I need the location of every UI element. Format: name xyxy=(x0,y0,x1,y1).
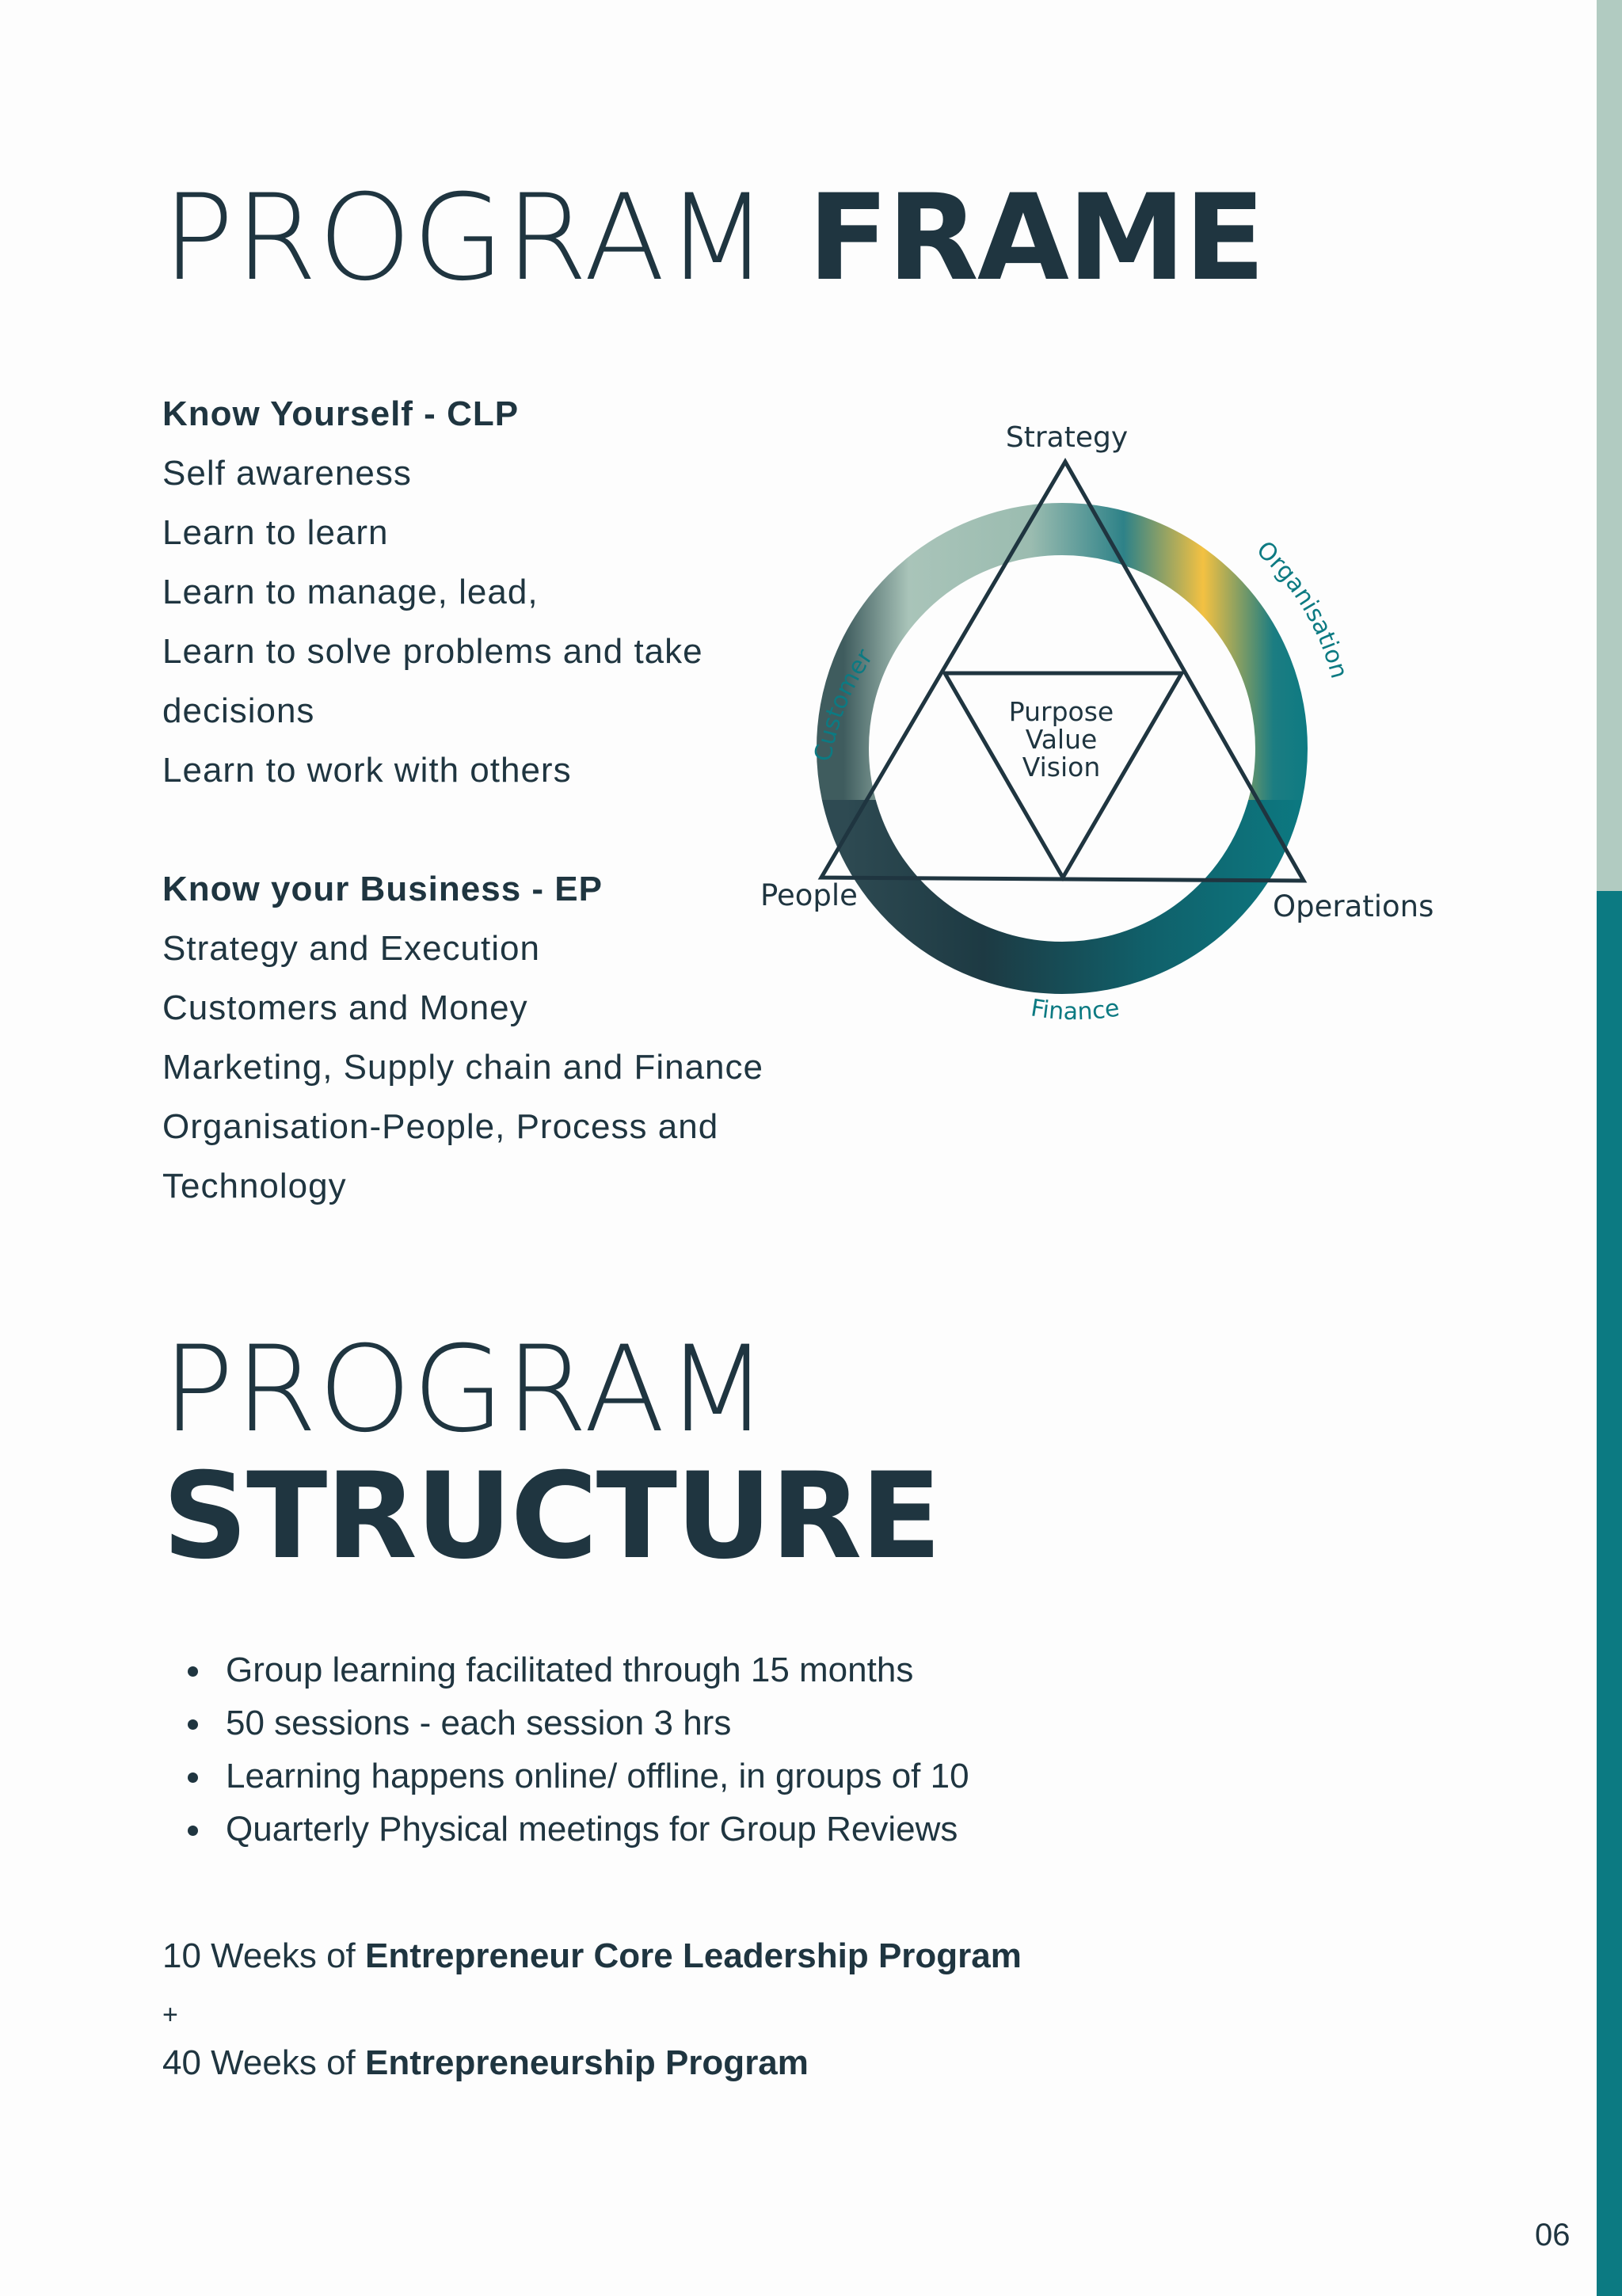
list-item: Learn to work with others xyxy=(162,751,572,790)
title-bold-part: FRAME xyxy=(807,169,1264,307)
finance-label xyxy=(1029,994,1121,1026)
program-frame-title xyxy=(162,169,1264,307)
list-item: Learn to learn xyxy=(162,513,389,552)
bullet-item: Learning happens online/ offline, in groups of 10 xyxy=(182,1750,969,1803)
list-item: Technology xyxy=(162,1167,347,1205)
list-item: Self awareness xyxy=(162,454,412,493)
list-item: Marketing, Supply chain and Finance xyxy=(162,1048,763,1087)
side-accent-bar-bottom xyxy=(1597,891,1622,2296)
list-item: decisions xyxy=(162,691,315,730)
plus-sign: + xyxy=(162,2000,178,2030)
weeks-prefix: 40 Weeks of xyxy=(162,2043,365,2082)
program-name: Entrepreneur Core Leadership Program xyxy=(365,1936,1022,1975)
know-your-business-section xyxy=(162,859,763,1216)
organisation-label-path: Organisation xyxy=(1251,535,1354,682)
list-item: Learn to solve problems and take xyxy=(162,632,703,671)
list-item: Learn to manage, lead, xyxy=(162,573,539,611)
people-label: People xyxy=(760,878,858,912)
know-yourself-section xyxy=(162,384,703,800)
core-leadership-weeks-line xyxy=(162,1936,1022,1976)
list-item: Customers and Money xyxy=(162,988,528,1027)
bullet-item: Quarterly Physical meetings for Group Reviews xyxy=(182,1803,969,1856)
section-heading: Know your Business - EP xyxy=(162,870,603,908)
program-structure-title-light: PROGRAM xyxy=(162,1321,770,1459)
page-number: 06 xyxy=(1535,2218,1571,2252)
weeks-prefix: 10 Weeks of xyxy=(162,1936,365,1975)
customer-label-path: Customer xyxy=(809,644,879,764)
title-light-part: PROGRAM xyxy=(162,169,808,307)
structure-bullet-list xyxy=(182,1643,969,1856)
bullet-item: 50 sessions - each session 3 hrs xyxy=(182,1696,969,1750)
list-item: Strategy and Execution xyxy=(162,929,540,968)
program-structure-title-bold: STRUCTURE xyxy=(162,1448,940,1586)
vision-label: Vision xyxy=(1022,752,1101,782)
operations-label: Operations xyxy=(1273,889,1434,923)
strategy-label: Strategy xyxy=(1005,421,1129,454)
section-heading: Know Yourself - CLP xyxy=(162,394,520,433)
list-item: Organisation-People, Process and xyxy=(162,1107,719,1146)
bullet-item: Group learning facilitated through 15 months xyxy=(182,1643,969,1696)
program-name: Entrepreneurship Program xyxy=(365,2043,809,2082)
entrepreneurship-weeks-line xyxy=(162,2043,809,2083)
finance-label-path: Finance xyxy=(1029,994,1121,1026)
program-frame-diagram xyxy=(744,400,1441,1034)
side-accent-bar-top xyxy=(1597,0,1622,891)
value-label: Value xyxy=(1025,724,1098,755)
purpose-label: Purpose xyxy=(1008,696,1114,727)
